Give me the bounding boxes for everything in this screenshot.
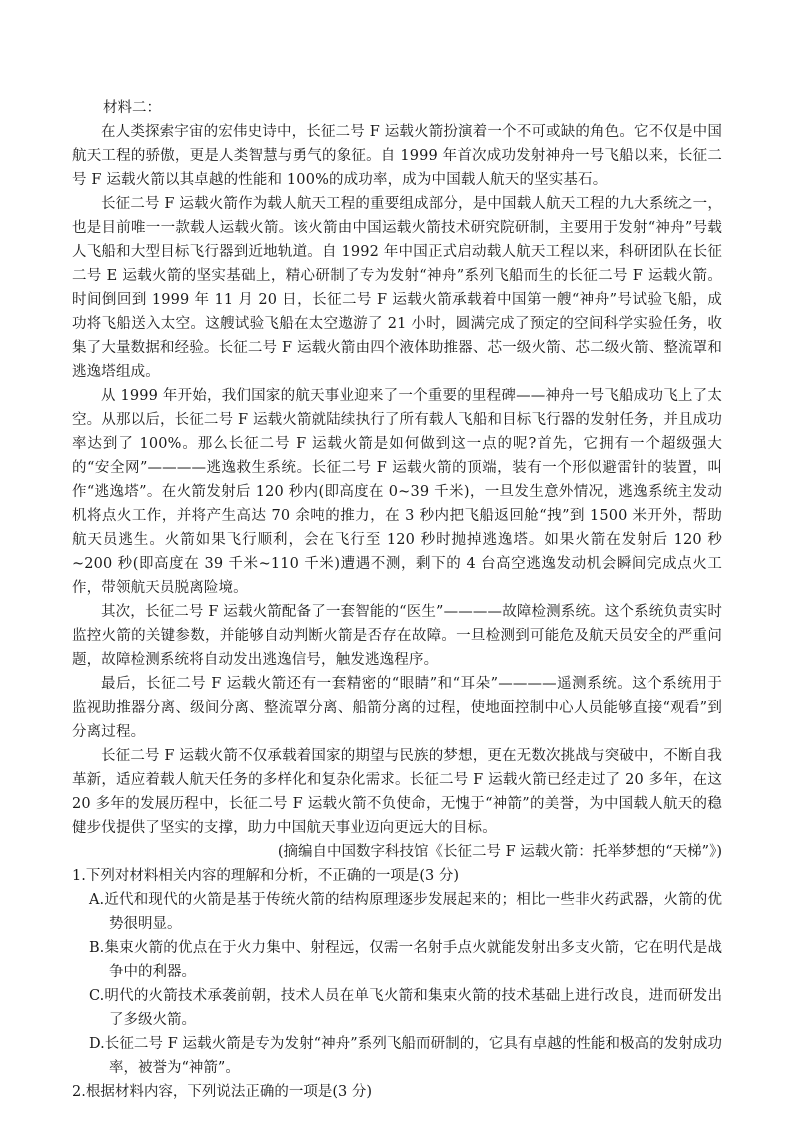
paragraph-fault-detection: 其次，长征二号 F 运载火箭配备了一套智能的“医生”————故障检测系统。这个系统负责实时监控火箭的关键参数，并能够自动判断火箭是否存在故障。一旦检测到可能危及航天员安全的严重问题，故障检测系统将自动发出逃逸信号，触发逃逸程序。 <box>72 604 722 668</box>
question-1-option-a: A.近代和现代的火箭是基于传统火箭的结构原理逐步发展起来的；相比一些非火药武器，火箭的优势很明显。 <box>89 892 722 932</box>
material-label: 材料二： <box>103 100 161 116</box>
source-citation: (摘编自中国数字科技馆《长征二号 F 运载火箭：托举梦想的“天梯”》) <box>277 844 722 860</box>
question-1-option-d: D.长征二号 F 运载火箭是专为发射“神舟”系列飞船而研制的，它具有卓越的性能和极高的发射成功率，被誉为“神箭”。 <box>89 1036 722 1076</box>
question-1-option-c: C.明代的火箭技术承袭前朝，技术人员在单飞火箭和集束火箭的技术基础上进行改良，进而研发出了多级火箭。 <box>89 988 722 1028</box>
paragraph-intro: 在人类探索宇宙的宏伟史诗中，长征二号 F 运载火箭扮演着一个不可或缺的角色。它不仅是中国航天工程的骄傲，更是人类智慧与勇气的象征。自 1999 年首次成功发射神舟一号飞船以来，长征二号 F 运载火箭以其卓越的性能和 100%的成功率，成为中国载人航天的坚实基石。 <box>72 124 723 188</box>
question-1-stem: 1.下列对材料相关内容的理解和分析，不正确的一项是(3 分) <box>72 868 459 884</box>
document-page <box>72 96 722 1104</box>
paragraph-escape-system: 从 1999 年开始，我们国家的航天事业迎来了一个重要的里程碑——神舟一号飞船成功飞上了太空。从那以后，长征二号 F 运载火箭就陆续执行了所有载人飞船和目标飞行器的发射任务，并且成功率达到了 100%。那么长征二号 F 运载火箭是如何做到这一点的呢?首先，它拥有一个超级强大的“安全网”————逃逸救生系统。长征二号 F 运载火箭的顶端，装有一个形似避雷针的装置，叫作“逃逸塔”。在火箭发射后 120 秒内(即高度在 0~39 千米)，一旦发生意外情况，逃逸系统主发动机将点火工作，并将产生高达 70 余吨的推力，在 3 秒内把飞船返回舱“拽”到 1500 米开外，帮助航天员逃生。火箭如果飞行顺利，会在飞行至 120 秒时抛掉逃逸塔。如果火箭在发射后 120 秒~200 秒(即高度在 39 千米~110 千米)遭遇不测，剩下的 4 台高空逃逸发动机会瞬间完成点火工作，带领航天员脱离险境。 <box>72 388 722 596</box>
paragraph-overview: 长征二号 F 运载火箭作为载人航天工程的重要组成部分，是中国载人航天工程的九大系统之一，也是目前唯一一款载人运载火箭。该火箭由中国运载火箭技术研究院研制，主要用于发射“神舟”号载人飞船和大型目标飞行器到近地轨道。自 1992 年中国正式启动载人航天工程以来，科研团队在长征二号 E 运载火箭的坚实基础上，精心研制了专为发射“神舟”系列飞船而生的长征二号 F 运载火箭。时间倒回到 1999 年 11 月 20 日，长征二号 F 运载火箭承载着中国第一艘“神舟”号试验飞船，成功将飞船送入太空。这艘试验飞船在太空遨游了 21 小时，圆满完成了预定的空间科学实验任务，收集了大量数据和经验。长征二号 F 运载火箭由四个液体助推器、芯一级火箭、芯二级火箭、整流罩和逃逸塔组成。 <box>72 196 723 380</box>
question-2-stem: 2.根据材料内容，下列说法正确的一项是(3 分) <box>72 1084 372 1100</box>
paragraph-conclusion: 长征二号 F 运载火箭不仅承载着国家的期望与民族的梦想，更在无数次挑战与突破中，不断自我革新，适应着载人航天任务的多样化和复杂化需求。长征二号 F 运载火箭已经走过了 20 多年，在这 20 多年的发展历程中，长征二号 F 运载火箭不负使命，无愧于“神箭”的美誉，为中国载人航天的稳健步伐提供了坚实的支撑，助力中国航天事业迈向更远大的目标。 <box>72 748 723 836</box>
paragraph-telemetry: 最后，长征二号 F 运载火箭还有一套精密的“眼睛”和“耳朵”————遥测系统。这个系统用于监视助推器分离、级间分离、整流罩分离、船箭分离的过程，使地面控制中心人员能够直接“观看”到分离过程。 <box>72 676 722 740</box>
question-1-option-b: B.集束火箭的优点在于火力集中、射程远，仅需一名射手点火就能发射出多支火箭，它在明代是战争中的利器。 <box>89 940 722 980</box>
